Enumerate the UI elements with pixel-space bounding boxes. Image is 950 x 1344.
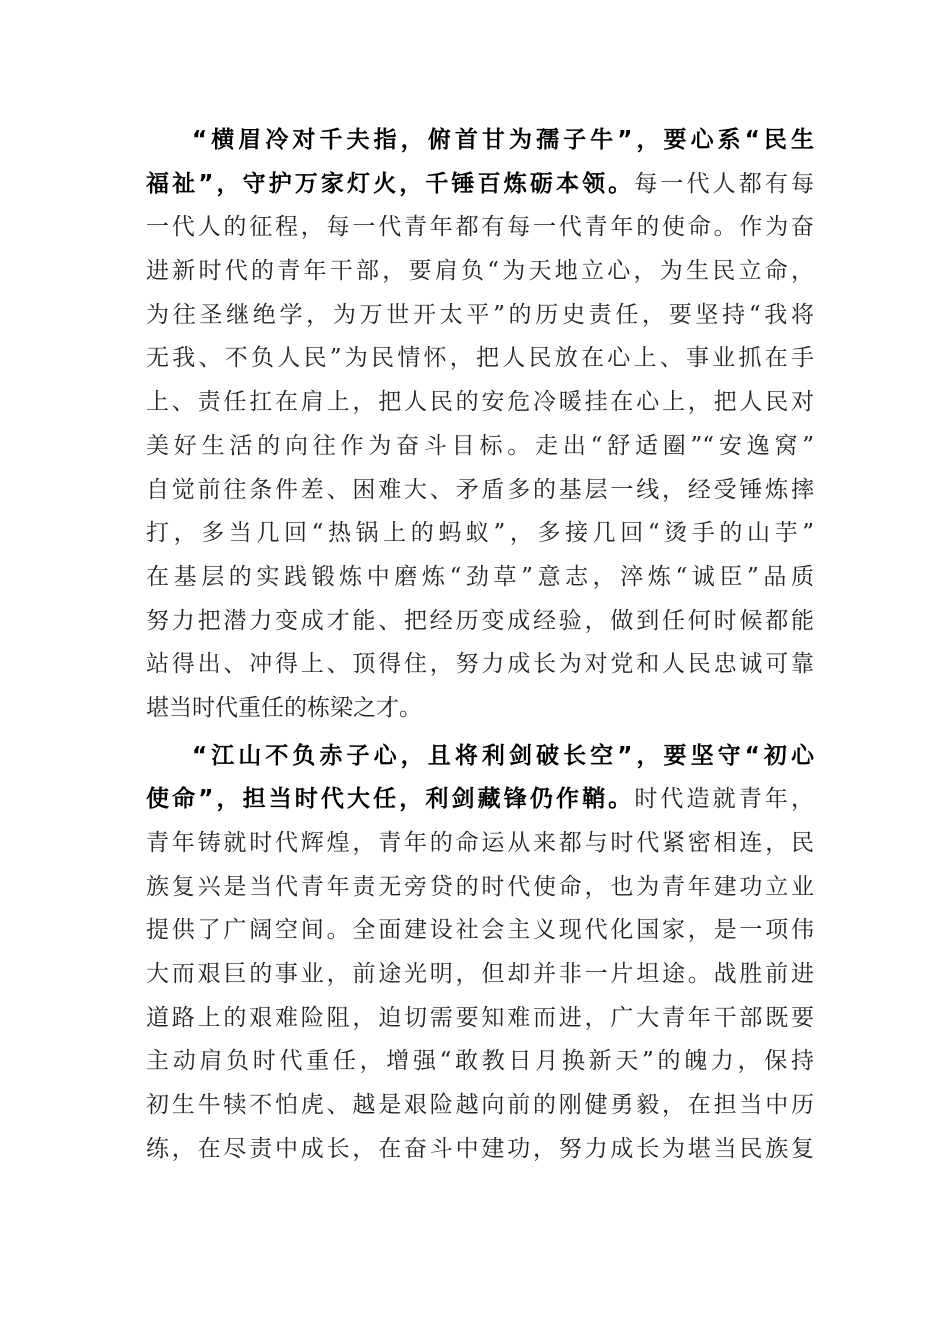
bold-run: “横眉冷对千夫指，俯首甘为孺子牛”，要心系“民生 [192, 127, 814, 153]
text-line [146, 1084, 814, 1128]
text-run: 美好生活的向往作为奋斗目标。走出“舒适圈”“安逸窝” [146, 432, 814, 459]
text-line [146, 512, 814, 556]
text-run: 提供了广阔空间。全面建设社会主义现代化国家，是一项伟 [146, 917, 814, 944]
text-line [146, 1128, 814, 1172]
text-run: 在基层的实践锻炼中磨炼“劲草”意志，淬炼“诚臣”品质 [146, 563, 814, 590]
text-line [146, 163, 814, 207]
text-line [146, 1040, 814, 1084]
text-run: 青年铸就时代辉煌，青年的命运从来都与时代紧密相连，民 [146, 830, 814, 856]
text-run: 练，在尽责中成长，在奋斗中建功，努力成长为堪当民族复 [146, 1135, 814, 1162]
text-line [146, 909, 814, 953]
text-run: 一代人的征程，每一代青年都有每一代青年的使命。作为奋 [146, 214, 814, 241]
text-run: 初生牛犊不怕虎、越是艰险越向前的刚健勇毅，在担当中历 [146, 1092, 814, 1119]
text-run: 主动肩负时代重任，增强“敢教日月换新天”的魄力，保持 [146, 1048, 814, 1075]
bold-run: “江山不负赤子心，且将利剑破长空”，要坚守“初心 [192, 742, 814, 769]
bold-run: 使命”，担当时代大任，利剑藏锋仍作鞘。 [146, 786, 635, 813]
text-line [146, 556, 814, 600]
text-line [146, 643, 814, 687]
text-line [146, 425, 814, 469]
text-line [146, 687, 814, 731]
text-run: 上、责任扛在肩上，把人民的安危冷暖挂在心上，把人民对 [146, 389, 814, 416]
paragraph-1 [146, 119, 814, 731]
text-line [146, 206, 814, 250]
text-line [146, 294, 814, 338]
paragraph-2 [146, 735, 814, 1172]
text-line [146, 337, 814, 381]
text-run: 时代造就青年， [634, 786, 814, 813]
text-line [146, 822, 814, 866]
text-line [146, 953, 814, 997]
text-run: 打，多当几回“热锅上的蚂蚁”，多接几回“烫手的山芋” [146, 520, 814, 547]
text-run: 族复兴是当代青年责无旁贷的时代使命，也为青年建功立业 [146, 873, 814, 900]
text-run: 努力把潜力变成才能、把经历变成经验，做到任何时候都能 [146, 607, 814, 634]
text-run: 站得出、冲得上、顶得住，努力成长为对党和人民忠诚可靠 [146, 651, 814, 678]
text-line [146, 600, 814, 644]
text-line [146, 469, 814, 513]
text-run: 堪当时代重任的栋梁之才。 [146, 694, 422, 721]
bold-run: 福祉”，守护万家灯火，千锤百炼砺本领。 [146, 170, 635, 197]
text-run: 无我、不负人民”为民情怀，把人民放在心上、事业抓在手 [146, 345, 814, 372]
text-line [146, 735, 814, 779]
text-line [146, 119, 814, 163]
text-run: 自觉前往条件差、困难大、矛盾多的基层一线，经受锤炼摔 [146, 476, 814, 503]
text-run: 每一代人都有每 [634, 170, 814, 197]
text-run: 为往圣继绝学，为万世开太平”的历史责任，要坚持“我将 [146, 301, 814, 328]
text-line [146, 997, 814, 1041]
text-line [146, 381, 814, 425]
text-run: 道路上的艰难险阻，迫切需要知难而进，广大青年干部既要 [146, 1004, 814, 1031]
text-line [146, 866, 814, 910]
body-text [146, 119, 814, 1172]
text-run: 大而艰巨的事业，前途光明，但却并非一片坦途。战胜前进 [146, 961, 814, 988]
text-run: 进新时代的青年干部，要肩负“为天地立心，为生民立命， [146, 258, 814, 285]
text-line [146, 778, 814, 822]
text-line [146, 250, 814, 294]
